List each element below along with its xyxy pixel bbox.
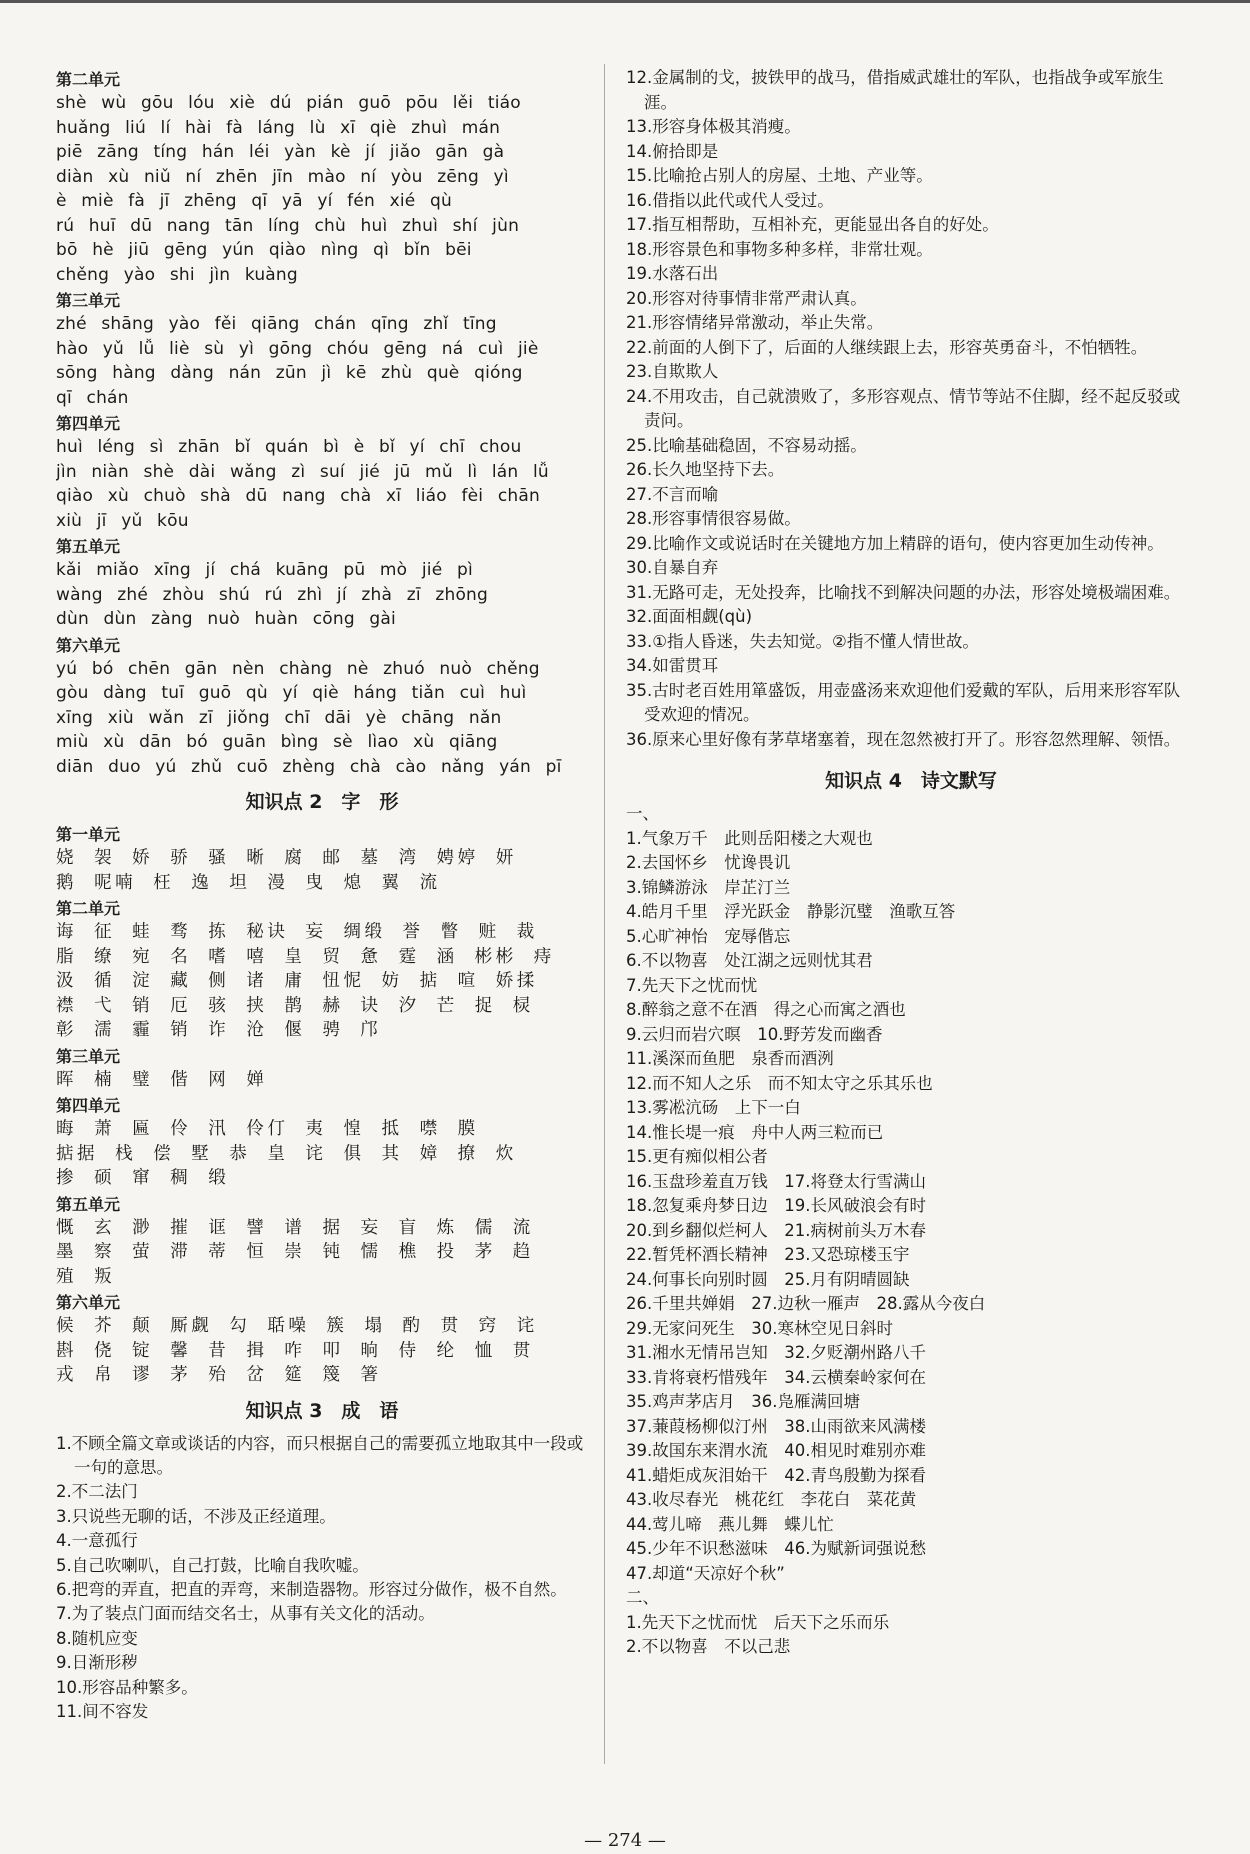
poem-item: 45.少年不识愁滋味 46.为赋新词强说愁	[626, 1539, 926, 1558]
idiom-item: 8.随机应变	[56, 1628, 138, 1648]
poem-item: 6.不以物喜 处江湖之远则忧其君	[626, 951, 873, 970]
unit-heading: 第六单元	[56, 1293, 121, 1312]
chengyu-list-left	[56, 1432, 588, 1725]
unit-heading: 第四单元	[56, 414, 121, 433]
pinyin-line: kǎi miǎo xīng jí chá kuāng pū mò jié pì	[56, 560, 473, 580]
poem-item: 15.更有痴似相公者	[626, 1147, 768, 1166]
idiom-item: 31.无路可走，无处投奔，比喻找不到解决问题的办法，形容处境极端困难。	[626, 582, 1181, 602]
character-line: 彰 濡 霾 销 诈 沧 偃 骋 邝	[56, 1020, 382, 1040]
poem-item: 16.玉盘珍羞直万钱 17.将登太行雪满山	[626, 1171, 926, 1191]
pinyin-line: wàng zhé zhòu shú rú zhì jí zhà zī zhōng	[56, 584, 489, 605]
top-rule	[0, 0, 1250, 3]
idiom-item: 34.如雷贯耳	[626, 656, 719, 675]
poem-item: 41.蜡炬成灰泪始干 42.青鸟殷勤为探看	[626, 1465, 926, 1485]
idiom-item: 35.古时老百姓用箪盛饭，用壶盛汤来欢迎他们爱戴的军队，后用来形容军队受欢迎的情况。	[626, 680, 1181, 724]
idiom-item: 33.①指人昏迷，失去知觉。②指不懂人情世故。	[626, 631, 979, 651]
character-line: 娆 袈 娇 骄 骚 晰 腐 邮 墓 湾 娉婷 妍	[56, 848, 517, 868]
pinyin-line: xīng xiù wǎn zī jiǒng chī dāi yè chāng nǎn	[56, 707, 502, 728]
pinyin-line: è miè fà jī zhēng qī yā yí fén xié qù	[56, 191, 453, 211]
pinyin-section	[56, 68, 588, 779]
idiom-item: 36.原来心里好像有茅草堵塞着，现在忽然被打开了。形容忽然理解、领悟。	[626, 729, 1181, 749]
pinyin-line: shè wù gōu lóu xiè dú pián guō pōu lěi tiáo	[56, 93, 521, 113]
pinyin-line: hào yǔ lǚ liè sù yì gōng chóu gēng ná cuì jiè	[56, 338, 539, 359]
character-line: 晦 萧 匾 伶 汛 伶仃 夷 惶 抵 噤 膜	[56, 1119, 479, 1139]
poem-item: 39.故国东来渭水流 40.相见时难别亦难	[626, 1441, 926, 1460]
right-column	[626, 66, 1196, 1660]
idiom-item: 16.借指以此代或代人受过。	[626, 190, 834, 210]
character-line: 殖 叛	[56, 1266, 116, 1287]
idiom-item: 13.形容身体极其消瘦。	[626, 117, 801, 136]
character-line: 掂据 栈 偿 墅 恭 皇 诧 俱 其 嫜 撩 炊	[56, 1143, 517, 1164]
section-title-chengyu: 知识点 3 成 语	[245, 1399, 399, 1422]
section-title-zixing: 知识点 2 字 形	[245, 791, 399, 813]
idiom-item: 15.比喻抢占别人的房屋、土地、产业等。	[626, 166, 933, 185]
unit-heading: 第二单元	[56, 899, 121, 918]
unit-heading: 第三单元	[56, 291, 121, 310]
poem-item: 1.先天下之忧而忧 后天下之乐而乐	[626, 1612, 890, 1632]
poem-item: 20.到乡翻似烂柯人 21.病树前头万木春	[626, 1220, 926, 1240]
poem-item: 2.去国怀乡 忧谗畏讥	[626, 853, 791, 872]
poem-item: 二、	[626, 1588, 659, 1607]
idiom-item: 17.指互相帮助，互相补充，更能显出各自的好处。	[626, 215, 999, 234]
unit-heading: 第二单元	[56, 70, 121, 89]
poem-item: 26.千里共婵娟 27.边秋一雁声 28.露从今夜白	[626, 1294, 986, 1313]
pinyin-line: diān duo yú zhǔ cuō zhèng chà cào nǎng yán pī	[56, 756, 562, 777]
idiom-item: 6.把弯的弄直，把直的弄弯，来制造器物。形容过分做作，极不自然。	[56, 1579, 567, 1599]
poem-item: 4.皓月千里 浮光跃金 静影沉璧 渔歌互答	[626, 902, 956, 921]
character-line: 戎 帛 谬 茅 殆 岔 筵 篾 箸	[56, 1365, 382, 1385]
poem-item: 一、	[626, 804, 659, 823]
idiom-item: 4.一意孤行	[56, 1531, 138, 1551]
idiom-item: 18.形容景色和事物多种多样，非常壮观。	[626, 239, 933, 259]
poem-item: 12.而不知人之乐 而不知太守之乐其乐也	[626, 1073, 933, 1093]
idiom-item: 25.比喻基础稳固，不容易动摇。	[626, 435, 867, 455]
character-line: 襟 弋 销 厄 骇 挟 鹊 赫 诀 汐 芒 捉 棂	[56, 995, 534, 1016]
idiom-item: 27.不言而喻	[626, 484, 719, 504]
poem-item: 43.收尽春光 桃花红 李花白 菜花黄	[626, 1490, 917, 1509]
idiom-item: 10.形容品种繁多。	[56, 1677, 198, 1697]
pinyin-line: qiào xù chuò shà dū nang chà xī liáo fèi chān	[56, 486, 540, 506]
idiom-item: 22.前面的人倒下了，后面的人继续跟上去，形容英勇奋斗，不怕牺牲。	[626, 337, 1148, 357]
pinyin-line: miù xù dān bó guān bìng sè lìao xù qiāng	[56, 732, 498, 752]
poem-item: 29.无家问死生 30.寒林空见日斜时	[626, 1318, 893, 1338]
unit-heading: 第四单元	[56, 1096, 121, 1115]
poem-item: 37.蒹葭杨柳似汀州 38.山雨欲来风满楼	[626, 1416, 926, 1436]
pinyin-line: sōng hàng dàng nán zūn jì kē zhù què qióng	[56, 363, 523, 383]
pinyin-line: zhé shāng yào fěi qiāng chán qīng zhǐ tīng	[56, 314, 497, 334]
idiom-item: 9.日渐形秽	[56, 1653, 138, 1673]
poem-item: 9.云归而岩穴暝 10.野芳发而幽香	[626, 1024, 883, 1044]
poem-item: 7.先天下之忧而忧	[626, 975, 758, 995]
pinyin-line: huì léng sì zhān bǐ quán bì è bǐ yí chī chou	[56, 437, 522, 457]
unit-heading: 第三单元	[56, 1046, 121, 1066]
poem-item: 33.肯将衰朽惜残年 34.云横秦岭家何在	[626, 1367, 926, 1387]
section-title-shiwen: 知识点 4 诗文默写	[825, 770, 997, 792]
poem-item: 1.气象万千 此则岳阳楼之大观也	[626, 828, 873, 848]
poem-item: 13.雾凇沆砀 上下一白	[626, 1098, 801, 1117]
character-line: 汲 循 淀 藏 侧 诸 庸 忸怩 妨 掂 喧 娇揉	[56, 971, 538, 991]
idiom-item: 21.形容情绪异常激动，举止失常。	[626, 313, 884, 332]
idiom-item: 23.自欺欺人	[626, 362, 719, 381]
pinyin-line: gòu dàng tuī guō qù yí qiè háng tiǎn cuì huì	[56, 683, 527, 703]
idiom-item: 28.形容事情很容易做。	[626, 509, 801, 528]
pinyin-line: yú bó chēn gān nèn chàng nè zhuó nuò chěng	[56, 658, 540, 679]
character-line: 掺 硕 窜 稠 缎	[56, 1168, 230, 1188]
poem-item: 22.暂凭杯酒长精神 23.又恐琼楼玉宇	[626, 1245, 910, 1264]
character-line: 晖 楠 璧 偕 网 婵	[56, 1069, 268, 1090]
character-line: 斟 侥 锭 馨 昔 揖 咋 叩 晌 侍 纶 恤 贯	[56, 1340, 534, 1361]
poem-item: 3.锦鳞游泳 岸芷汀兰	[626, 877, 791, 897]
idiom-item: 12.金属制的戈，披铁甲的战马，借指威武雄壮的军队，也指战争或军旅生涯。	[626, 68, 1164, 112]
poem-item: 24.何事长向别时圆 25.月有阴晴圆缺	[626, 1269, 910, 1289]
character-line: 鹅 呢喃 枉 逸 坦 漫 曳 熄 翼 流	[56, 872, 441, 893]
poem-item: 47.却道“天凉好个秋”	[626, 1563, 785, 1583]
idiom-item: 14.俯拾即是	[626, 141, 719, 161]
poem-item: 44.莺儿啼 燕儿舞 蝶儿忙	[626, 1514, 834, 1534]
poem-item: 11.溪深而鱼肥 泉香而酒洌	[626, 1049, 834, 1068]
idiom-item: 5.自己吹喇叭，自己打鼓，比喻自我吹嘘。	[56, 1555, 369, 1575]
zixing-section	[56, 823, 588, 1388]
page-number: — 274 —	[584, 1830, 666, 1851]
poem-item: 5.心旷神怡 宠辱偕忘	[626, 926, 791, 946]
idiom-item: 7.为了装点门面而结交名士，从事有关文化的活动。	[56, 1604, 435, 1624]
poem-item: 31.湘水无情吊岂知 32.夕贬潮州路八千	[626, 1343, 926, 1362]
character-line: 候 芥 颠 厮觑 勾 聒噪 簇 塌 酌 贯 窍 诧	[56, 1316, 538, 1336]
poem-item: 2.不以物喜 不以己悲	[626, 1637, 791, 1656]
idiom-item: 3.只说些无聊的话，不涉及正经道理。	[56, 1506, 336, 1526]
left-column	[56, 66, 588, 1724]
pinyin-line: huǎng liú lí hài fà láng lù xī qiè zhuì mán	[56, 117, 501, 138]
pinyin-line: piē zāng tíng hán léi yàn kè jí jiǎo gān gà	[56, 142, 505, 162]
idiom-item: 11.间不容发	[56, 1701, 149, 1721]
character-line: 墨 察 萤 滞 蒂 恒 崇 钝 懦 樵 投 茅 趋	[56, 1242, 534, 1262]
idiom-item: 20.形容对待事情非常严肃认真。	[626, 288, 867, 308]
unit-heading: 第五单元	[56, 1194, 121, 1214]
column-divider	[604, 64, 605, 1764]
pinyin-line: qī chán	[56, 387, 129, 408]
pinyin-line: jìn niàn shè dài wǎng zì suí jié jū mǔ lì lán lǚ	[56, 461, 549, 482]
idiom-item: 29.比喻作文或说话时在关键地方加上精辟的语句，使内容更加生动传神。	[626, 533, 1164, 553]
unit-heading: 第一单元	[56, 825, 121, 844]
poem-item: 14.惟长堤一痕 舟中人两三粒而已	[626, 1122, 884, 1142]
poem-item: 18.忽复乘舟梦日边 19.长风破浪会有时	[626, 1196, 926, 1215]
poem-recitation-list	[626, 802, 1196, 1660]
idiom-item: 19.水落石出	[626, 264, 719, 283]
pinyin-line: xiù jī yǔ kōu	[56, 510, 189, 531]
pinyin-line: chěng yào shi jìn kuàng	[56, 264, 298, 285]
idiom-item: 30.自暴自弃	[626, 558, 719, 577]
character-line: 慨 玄 渺 摧 诓 譬 谱 据 妄 盲 炼 儒 流	[56, 1217, 534, 1238]
idiom-item: 1.不顾全篇文章或谈话的内容，而只根据自己的需要孤立地取其中一段或一句的意思。	[56, 1433, 584, 1477]
idiom-item: 2.不二法门	[56, 1482, 138, 1502]
pinyin-line: rú huī dū nang tān líng chù huì zhuì shí jùn	[56, 215, 520, 236]
unit-heading: 第五单元	[56, 537, 121, 556]
character-line: 脂 缭 宛 名 嗜 嘻 皇 贸 惫 霆 涵 彬彬 痔	[56, 946, 555, 967]
poem-item: 35.鸡声茅店月 36.凫雁满回塘	[626, 1392, 860, 1411]
pinyin-line: diàn xù niǔ ní zhēn jīn mào ní yòu zēng yì	[56, 166, 509, 187]
idiom-item: 26.长久地坚持下去。	[626, 460, 785, 479]
poem-item: 8.醉翁之意不在酒 得之心而寓之酒也	[626, 1000, 906, 1019]
idiom-item: 32.面面相觑(qù)	[626, 607, 753, 626]
pinyin-line: dùn dùn zàng nuò huàn cōng gài	[56, 609, 396, 629]
pinyin-line: bō hè jiū gēng yún qiào nìng qì bǐn bēi	[56, 240, 472, 260]
unit-heading: 第六单元	[56, 635, 121, 655]
character-line: 诲 征 蛙 骛 拣 秘诀 妄 绸缎 誉 瞥 赃 裁	[56, 922, 538, 942]
chengyu-list-right	[626, 66, 1196, 752]
idiom-item: 24.不用攻击，自己就溃败了，多形容观点、情节等站不住脚，经不起反驳或责问。	[626, 386, 1181, 430]
